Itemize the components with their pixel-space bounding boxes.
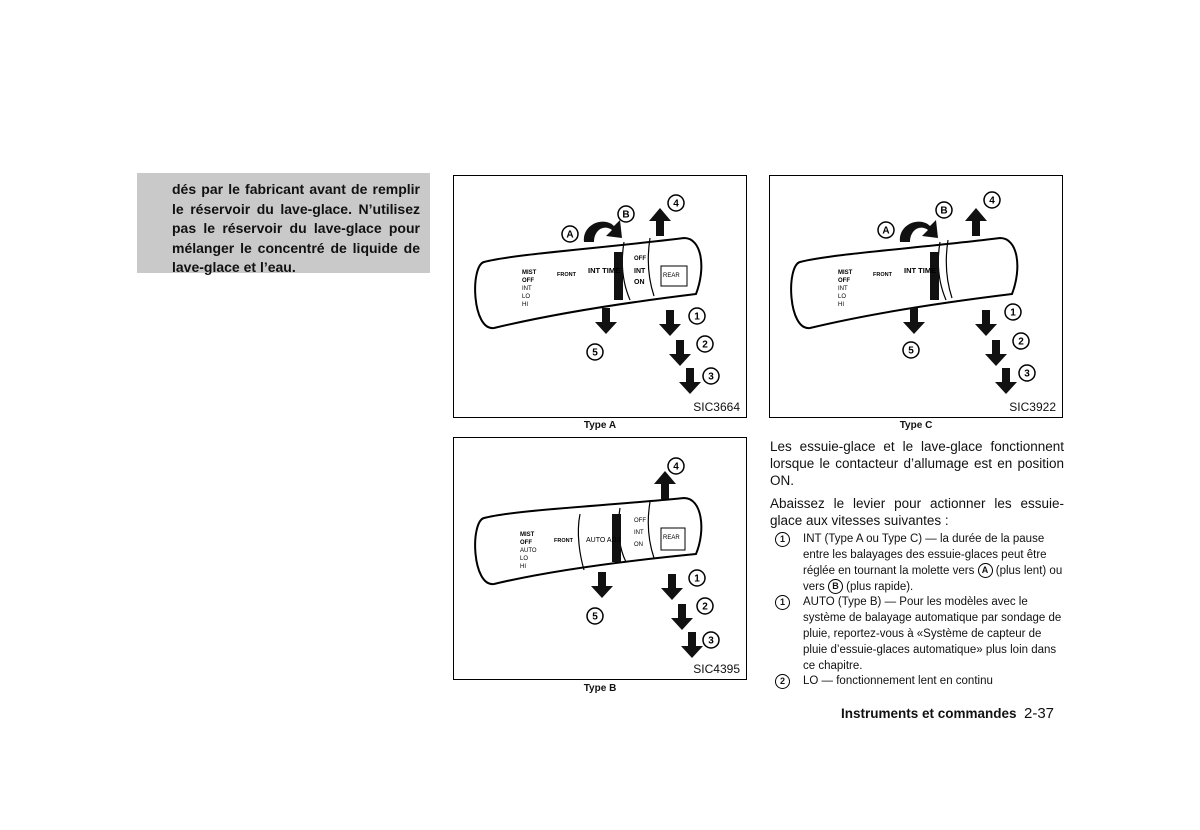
label-ring-int: INT <box>634 530 644 536</box>
item-text: INT (Type A ou Type C) — la durée de la pause entre les balayages des essuie-glaces peut être réglée en tournant la molette vers <box>803 533 1047 577</box>
callout-3: 3 <box>708 371 714 383</box>
list-item <box>775 531 1065 595</box>
callout-4: 4 <box>989 195 995 207</box>
callout-3: 3 <box>708 635 714 647</box>
label-hi: HI <box>520 564 526 570</box>
callout-3: 3 <box>1024 368 1030 380</box>
label-mist: MIST <box>838 270 853 276</box>
label-mist: MIST <box>520 532 535 538</box>
callout-5: 5 <box>908 345 914 357</box>
figure-type-c <box>769 175 1063 418</box>
callout-a: A <box>566 229 574 241</box>
label-front: FRONT <box>557 272 576 278</box>
item-text: LO — fonctionnement lent en continu <box>803 675 993 687</box>
footer-section-title: Instruments et commandes <box>841 706 1017 721</box>
label-auto-adj: AUTO ADJ <box>586 537 621 544</box>
label-mist: MIST <box>522 270 537 276</box>
callout-a-inline: A <box>978 563 993 578</box>
label-rear: REAR <box>663 535 680 541</box>
item-text: AUTO (Type B) — Pour les modèles avec le système de balayage automatique par sondage de pluie, reportez-vous à «Système de capteur de pluie d’essuie-glaces automatique» plus loin dans ce chapitre. <box>803 596 1062 672</box>
label-hi: HI <box>522 302 528 308</box>
wiper-lever-illustration-type-c <box>770 176 1064 419</box>
callout-4: 4 <box>673 198 679 210</box>
callout-4: 4 <box>673 461 679 473</box>
label-int: INT <box>522 286 532 292</box>
item-body <box>803 531 1065 595</box>
warning-text: dés par le fabricant avant de remplir le réservoir du lave-glace. N’utilisez pas le réservoir du lave-glace pour mélanger le concentré de liquide de lave-glace et l’eau. <box>172 181 420 275</box>
callout-b: B <box>940 205 948 217</box>
label-auto: AUTO <box>520 548 537 554</box>
figure-code: SIC4395 <box>693 662 740 676</box>
intro-paragraph-1: Les essuie-glace et le lave-glace fonctionnent lorsque le contacteur d’allumage est en position ON. <box>770 439 1064 488</box>
label-int-time: INT TIME <box>588 266 621 275</box>
figure-caption-type-b: Type B <box>583 683 617 694</box>
label-ring-on: ON <box>634 279 645 286</box>
callout-1: 1 <box>694 311 700 323</box>
figure-code: SIC3922 <box>1009 400 1056 414</box>
callout-1: 1 <box>694 573 700 585</box>
label-rear: REAR <box>663 273 680 279</box>
label-ring-off: OFF <box>634 518 646 524</box>
figure-code: SIC3664 <box>693 400 740 414</box>
callout-a: A <box>882 225 890 237</box>
figure-caption-type-c: Type C <box>899 420 933 431</box>
callout-2: 2 <box>702 601 708 613</box>
wiper-lever-illustration-type-b <box>454 438 748 681</box>
item-number-badge: 1 <box>775 532 790 547</box>
callout-1: 1 <box>1010 307 1016 319</box>
item-number-badge: 2 <box>775 674 790 689</box>
label-int: INT <box>838 286 848 292</box>
figure-caption-type-a: Type A <box>583 420 617 431</box>
label-ring-int: INT <box>634 268 646 275</box>
intro-paragraph-2: Abaissez le levier pour actionner les essuie-glace aux vitesses suivantes : <box>770 496 1064 528</box>
wiper-lever-illustration-type-a <box>454 176 748 419</box>
figure-type-b <box>453 437 747 680</box>
label-lo: LO <box>520 556 529 562</box>
callout-5: 5 <box>592 611 598 623</box>
callout-2: 2 <box>1018 336 1024 348</box>
label-front: FRONT <box>554 538 573 544</box>
label-ring-off: OFF <box>634 256 646 262</box>
label-lo: LO <box>838 294 847 300</box>
page-number: 2-37 <box>1024 705 1055 722</box>
label-off: OFF <box>522 278 534 284</box>
list-item <box>775 594 1065 674</box>
label-ring-on: ON <box>634 542 643 548</box>
callout-5: 5 <box>592 347 598 359</box>
figure-type-a <box>453 175 747 418</box>
label-int-time: INT TIME <box>904 266 937 275</box>
callout-2: 2 <box>702 339 708 351</box>
item-text-a-note: (plus lent) ou vers <box>803 565 1063 593</box>
list-item <box>775 673 1065 689</box>
label-off: OFF <box>520 540 532 546</box>
item-number-badge: 1 <box>775 595 790 610</box>
callout-b: B <box>622 209 630 221</box>
label-front: FRONT <box>873 272 892 278</box>
callout-b-inline: B <box>828 579 843 594</box>
item-text-b-note: (plus rapide). <box>846 581 914 593</box>
label-off: OFF <box>838 278 850 284</box>
label-hi: HI <box>838 302 844 308</box>
label-lo: LO <box>522 294 531 300</box>
